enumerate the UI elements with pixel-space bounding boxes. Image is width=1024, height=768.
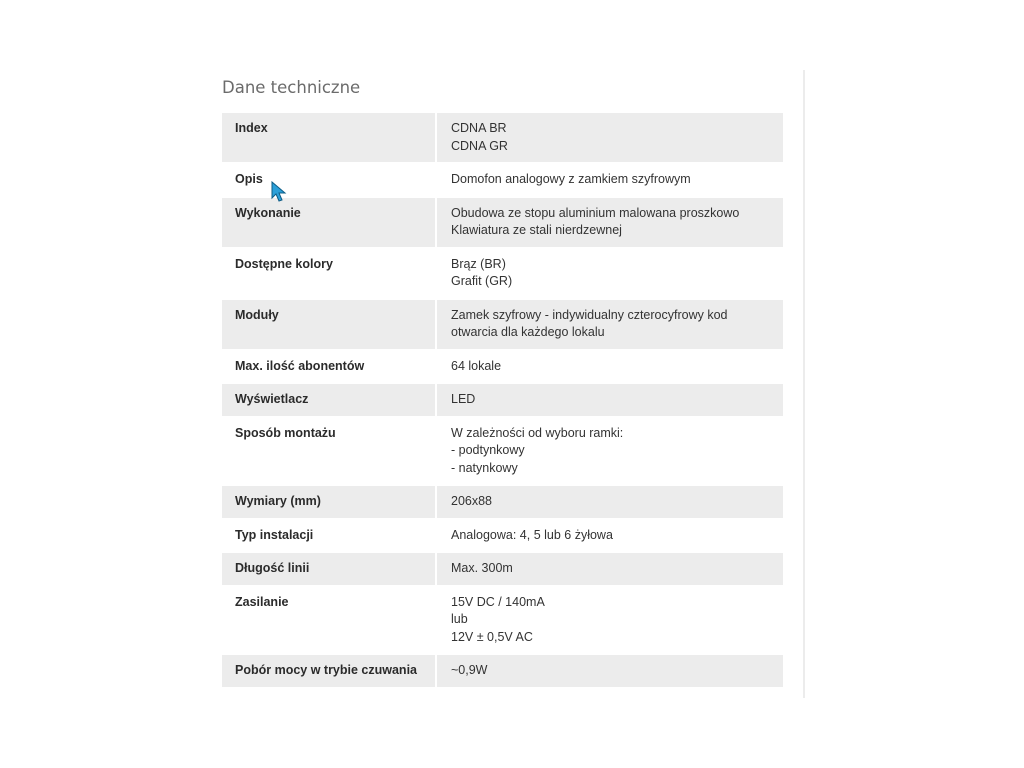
spec-value-line: Max. 300m [451,561,513,575]
table-row [222,383,783,417]
spec-value [436,299,783,350]
table-row [222,299,783,350]
table-row [222,417,783,486]
spec-value-line: 206x88 [451,494,493,508]
spec-value [436,586,783,655]
spec-value-line: - natynkowy [451,460,518,475]
spec-value-line: ~0,9W [451,663,488,677]
table-row [222,519,783,553]
table-row [222,586,783,655]
spec-value [436,248,783,299]
spec-label: Max. ilość abonentów [222,350,436,384]
spec-value [436,417,783,486]
sidebar-divider [803,70,805,698]
spec-value-line: Brąz (BR) [451,256,506,271]
spec-label: Długość linii [222,552,436,586]
table-row [222,485,783,519]
spec-value-line: CDNA BR [451,121,507,135]
spec-value [436,485,783,519]
spec-value-line: Zamek szyfrowy - indywidualny czterocyfrowy kod [451,307,728,322]
spec-value-line: Domofon analogowy z zamkiem szyfrowym [451,172,691,186]
spec-value [436,654,783,688]
spec-label: Index [222,113,436,163]
spec-label: Dostępne kolory [222,248,436,299]
spec-label: Opis [222,163,436,197]
spec-value [436,197,783,248]
spec-label: Typ instalacji [222,519,436,553]
mouse-pointer-icon [271,181,287,203]
spec-label: Wyświetlacz [222,383,436,417]
table-row [222,248,783,299]
spec-value [436,113,783,163]
table-row [222,552,783,586]
spec-label: Moduły [222,299,436,350]
spec-value [436,383,783,417]
spec-value [436,163,783,197]
spec-value-line: 64 lokale [451,358,502,373]
technical-data-section [222,70,783,689]
spec-value-line: lub [451,612,468,626]
spec-value-line: - podtynkowy [451,443,525,457]
spec-value-line: Klawiatura ze stali nierdzewnej [451,223,622,237]
spec-label: Pobór mocy w trybie czuwania [222,654,436,688]
spec-value-line: LED [451,392,476,406]
spec-value-line: Grafit (GR) [451,274,513,288]
spec-label: Sposób montażu [222,417,436,486]
specs-table-body [222,113,783,688]
spec-value-line: Obudowa ze stopu aluminium malowana proszkowo [451,205,740,220]
spec-label: Zasilanie [222,586,436,655]
spec-value-line: otwarcia dla każdego lokalu [451,325,605,339]
section-title: Dane techniczne [222,78,361,97]
spec-value-line: Analogowa: 4, 5 lub 6 żyłowa [451,527,613,542]
spec-value [436,519,783,553]
spec-label: Wykonanie [222,197,436,248]
spec-value [436,552,783,586]
spec-value-line: CDNA GR [451,138,508,153]
table-row [222,654,783,688]
spec-value [436,350,783,384]
table-row [222,113,783,163]
specs-table [222,113,783,689]
spec-value-line: 15V DC / 140mA [451,594,545,609]
spec-value-line: 12V ± 0,5V AC [451,629,533,644]
table-row [222,350,783,384]
spec-label: Wymiary (mm) [222,485,436,519]
table-row [222,163,783,197]
spec-value-line: W zależności od wyboru ramki: [451,425,624,440]
table-row [222,197,783,248]
